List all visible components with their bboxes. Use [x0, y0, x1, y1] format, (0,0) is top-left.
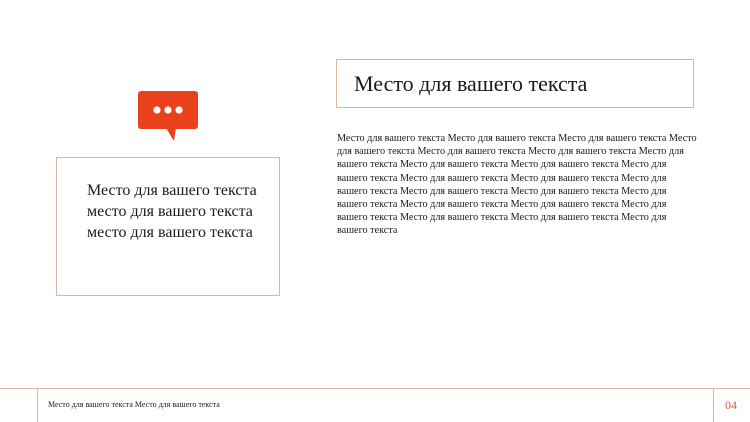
text-card-body: Место для вашего текста место для вашего текста место для вашего текста — [87, 182, 257, 241]
text-card — [56, 157, 280, 296]
speech-bubble-icon — [138, 91, 198, 141]
title-frame — [336, 59, 694, 108]
body-paragraph: Место для вашего текста Место для вашего текста Место для вашего текста Место для вашего текста Место для вашего текста Место для вашего текста Место для вашего текста Место для вашего текста Место для вашего текста Место для вашего текста Место для вашего текста Место для вашего текста Место для вашего текста Место для вашего текста Место для вашего текста Место для вашего текста Место для вашего текста Место для вашего текста Место для вашего текста Место для вашего текста Место для вашего текста Место для вашего текста — [337, 133, 697, 237]
page-number: 04 — [725, 398, 737, 412]
slide-title: Место для вашего текста — [354, 71, 588, 96]
footer-divider — [0, 388, 750, 389]
footer-caption: Место для вашего текста Место для вашего текста — [48, 400, 220, 409]
footer-right-divider — [713, 388, 714, 422]
footer-left-divider — [37, 388, 38, 422]
